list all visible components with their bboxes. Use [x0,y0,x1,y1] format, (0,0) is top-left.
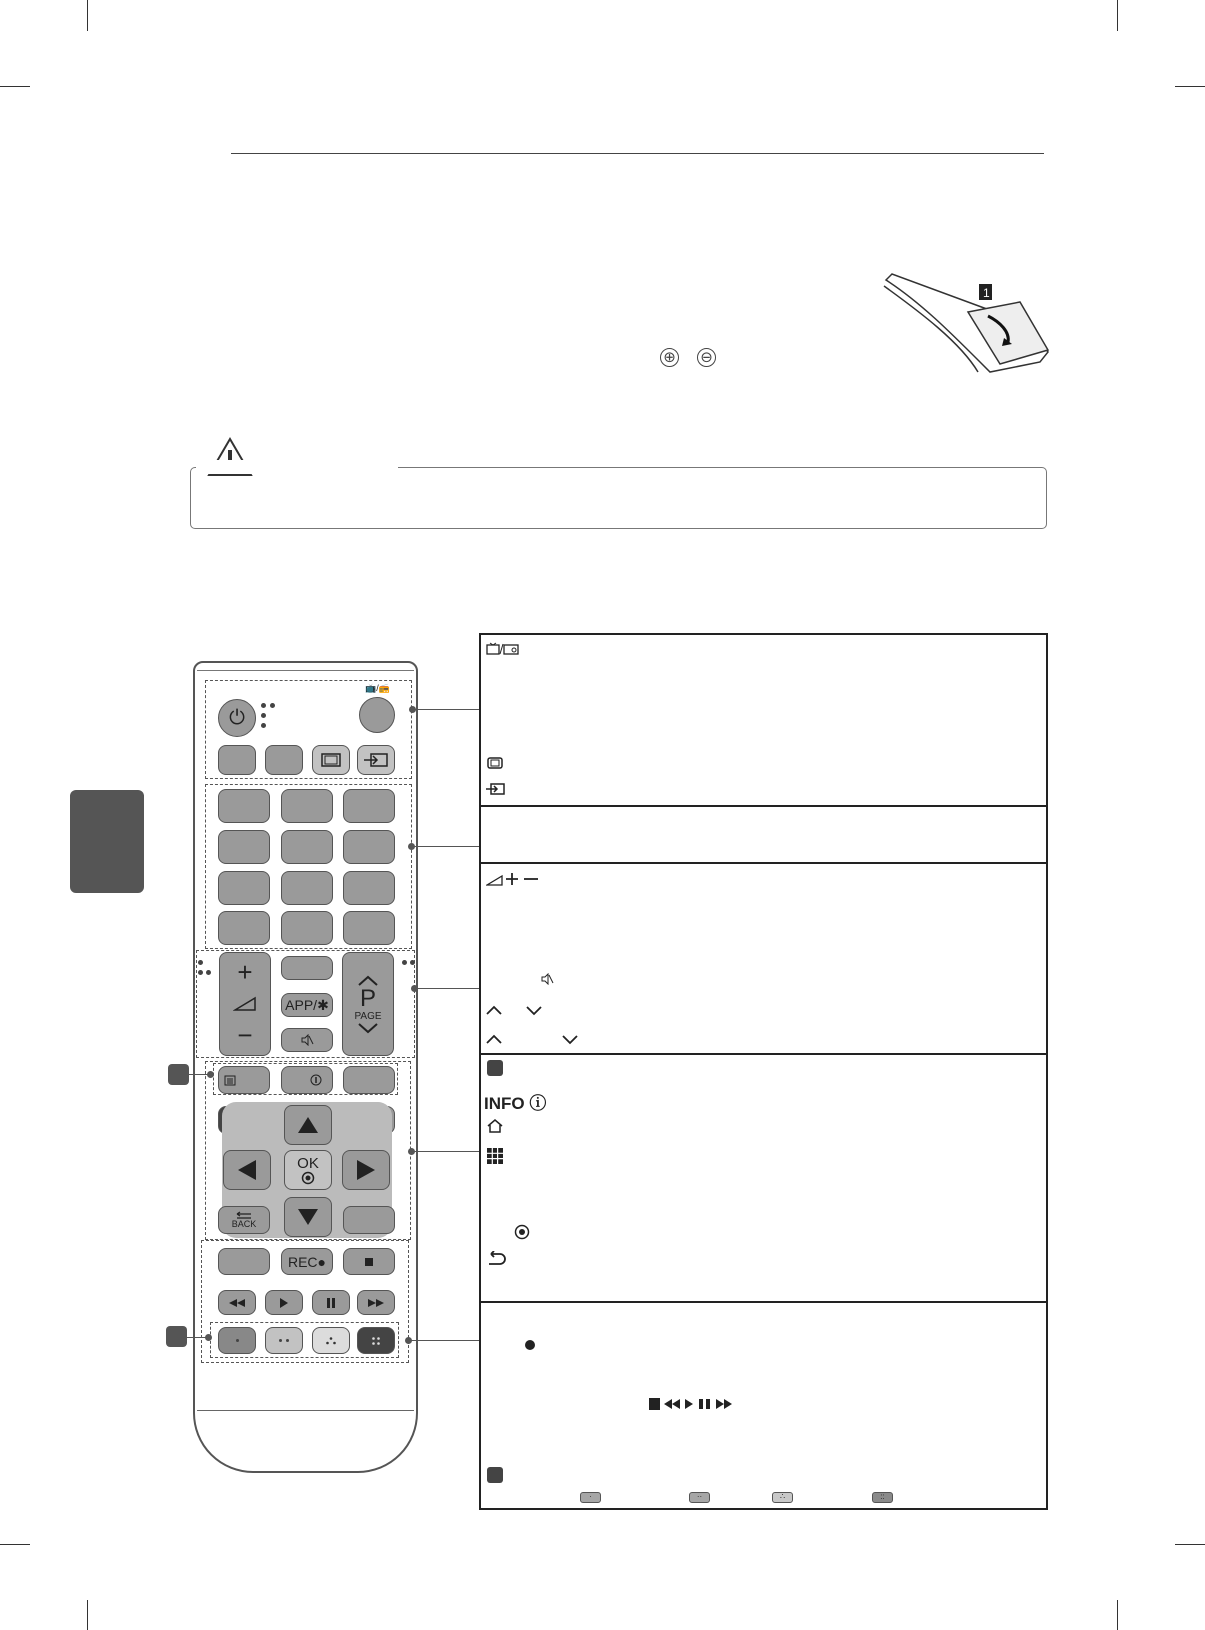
pause-icon [326,1297,336,1309]
tv-rad-label: 📺/📻 [365,683,390,693]
home-icon [487,1118,503,1134]
tv-rad-button[interactable] [359,697,395,733]
ratio-icon [487,756,503,770]
power-button[interactable]: ⏻ [218,699,256,737]
braille-dot [402,960,407,965]
remote-top-edge [197,664,414,671]
ratio-button[interactable] [312,745,350,775]
rewind-icon [228,1298,246,1308]
table-row-divider [479,862,1048,864]
step-badge-text: 1 [983,286,990,300]
ok-label: OK [297,1154,319,1172]
volume-icon [233,996,257,1012]
braille-dot [270,703,275,708]
volume-minus-label: − [237,1020,253,1050]
arrow-down-icon [296,1207,320,1227]
blue-key-icon: :: [872,1492,893,1503]
callout-line [408,1340,479,1341]
number-button[interactable] [281,830,333,864]
number-button[interactable] [218,871,270,905]
stop-button[interactable] [343,1248,395,1275]
page-rocker[interactable] [342,952,394,1056]
number-button[interactable] [281,871,333,905]
mute-icon [540,973,554,985]
caution-box-gap [196,460,398,474]
green-button[interactable] [265,1327,303,1354]
apps-grid-icon [487,1148,503,1164]
input-button[interactable] [357,745,395,775]
back-button[interactable] [218,1206,270,1234]
teletext-icon [224,1075,236,1086]
blue-button[interactable] [357,1327,395,1354]
chevron-down-icon [357,1022,379,1034]
number-button[interactable] [218,789,270,823]
playback-icons [648,1397,760,1411]
callout-badge-colour [166,1326,187,1347]
braille-dot [261,723,266,728]
red-button[interactable] [218,1327,256,1354]
remote-bottom-edge [197,1410,414,1461]
ratio-icon [320,752,342,768]
settings-button[interactable] [343,1066,395,1094]
plus-terminal-icon: ⊕ [660,348,679,367]
mute-button[interactable] [281,1028,333,1052]
minus-terminal-icon: ⊖ [697,348,716,367]
callout-line [412,709,479,710]
play-icon [279,1297,289,1309]
battery-cover-illustration [880,272,1050,392]
yellow-key-icon: ∴ [772,1492,793,1503]
mute-icon [300,1034,314,1046]
chapter-side-tab [70,790,144,893]
number-button[interactable] [343,789,395,823]
table-row-divider [479,1053,1048,1055]
crop-mark [87,1600,88,1630]
live-tv-button[interactable] [218,1248,270,1275]
stop-icon [364,1257,374,1267]
right-arrow-button[interactable] [342,1150,390,1190]
callout-line [411,1151,479,1152]
up-arrow-button[interactable] [284,1105,332,1145]
info-button[interactable] [281,1066,333,1094]
list-button[interactable] [218,911,270,945]
yellow-button[interactable] [312,1327,350,1354]
braille-dot [198,970,203,975]
text-button[interactable] [218,1066,270,1094]
callout-line [411,846,479,847]
header-rule [231,153,1044,154]
number-button-zero[interactable] [281,911,333,945]
callout-dot [205,1334,212,1341]
page-up-down-icon [486,1033,582,1045]
record-dot-icon [524,1339,536,1351]
info-label: INFO ⓘ [484,1094,547,1113]
braille-dots-icon [326,1337,336,1345]
chevron-up-down-icon [486,1004,546,1016]
button-description-table [479,633,1048,1510]
callout-dot [207,1071,214,1078]
volume-plus-minus-icon [486,871,546,887]
number-button[interactable] [281,789,333,823]
input-icon [485,782,505,796]
callout-line [414,988,479,989]
input-icon [363,752,389,768]
down-arrow-button[interactable] [284,1197,332,1237]
back-arrow-icon [486,1251,506,1267]
braille-dot [261,703,266,708]
arrow-right-icon [355,1158,377,1182]
ok-button[interactable] [284,1150,332,1190]
rewind-button[interactable] [218,1290,256,1315]
volume-rocker[interactable] [219,952,271,1056]
exit-button[interactable] [343,1206,395,1234]
crop-mark [1175,1544,1205,1545]
crop-mark [0,86,30,87]
fast-forward-icon [367,1298,385,1308]
crop-mark [87,0,88,31]
left-arrow-button[interactable] [223,1150,271,1190]
rec-button[interactable]: REC● [281,1248,333,1275]
number-button[interactable] [343,871,395,905]
fast-forward-button[interactable] [357,1290,395,1315]
table-row-divider [479,1301,1048,1303]
braille-dot [198,960,203,965]
page-label: PAGE [354,1010,382,1022]
callout-badge [487,1467,503,1483]
braille-dot [206,970,211,975]
page-p-label: P [359,984,376,1012]
wheel-icon [514,1224,530,1240]
number-button[interactable] [218,830,270,864]
braille-dots-icon [372,1337,380,1345]
volume-plus-label: + [237,957,253,987]
flashbk-button[interactable] [343,911,395,945]
crop-mark [1117,0,1118,31]
callout-badge [487,1060,503,1076]
guide-button[interactable] [281,956,333,980]
crop-mark [1117,1600,1118,1630]
caution-box [190,467,1047,529]
arrow-up-icon [296,1115,320,1135]
app-button[interactable]: APP/✱ [281,993,333,1017]
av-mode-button[interactable] [265,745,303,775]
number-button[interactable] [343,830,395,864]
subtitle-button[interactable] [218,745,256,775]
braille-dot [279,1339,282,1342]
braille-dot [286,1339,289,1342]
play-button[interactable] [265,1290,303,1315]
braille-dot [236,1339,239,1342]
braille-dot [261,713,266,718]
pause-button[interactable] [312,1290,350,1315]
wheel-icon [301,1171,315,1185]
crop-mark [0,1544,30,1545]
info-icon [310,1074,322,1086]
crop-mark [1175,86,1205,87]
red-key-icon: · [580,1492,601,1503]
green-key-icon: ·· [689,1492,710,1503]
braille-dot [410,960,415,965]
back-label: BACK [231,1219,257,1229]
tv-rad-icon [486,642,520,656]
callout-badge-teletext [168,1064,189,1085]
arrow-left-icon [236,1158,258,1182]
table-row-divider [479,805,1048,807]
